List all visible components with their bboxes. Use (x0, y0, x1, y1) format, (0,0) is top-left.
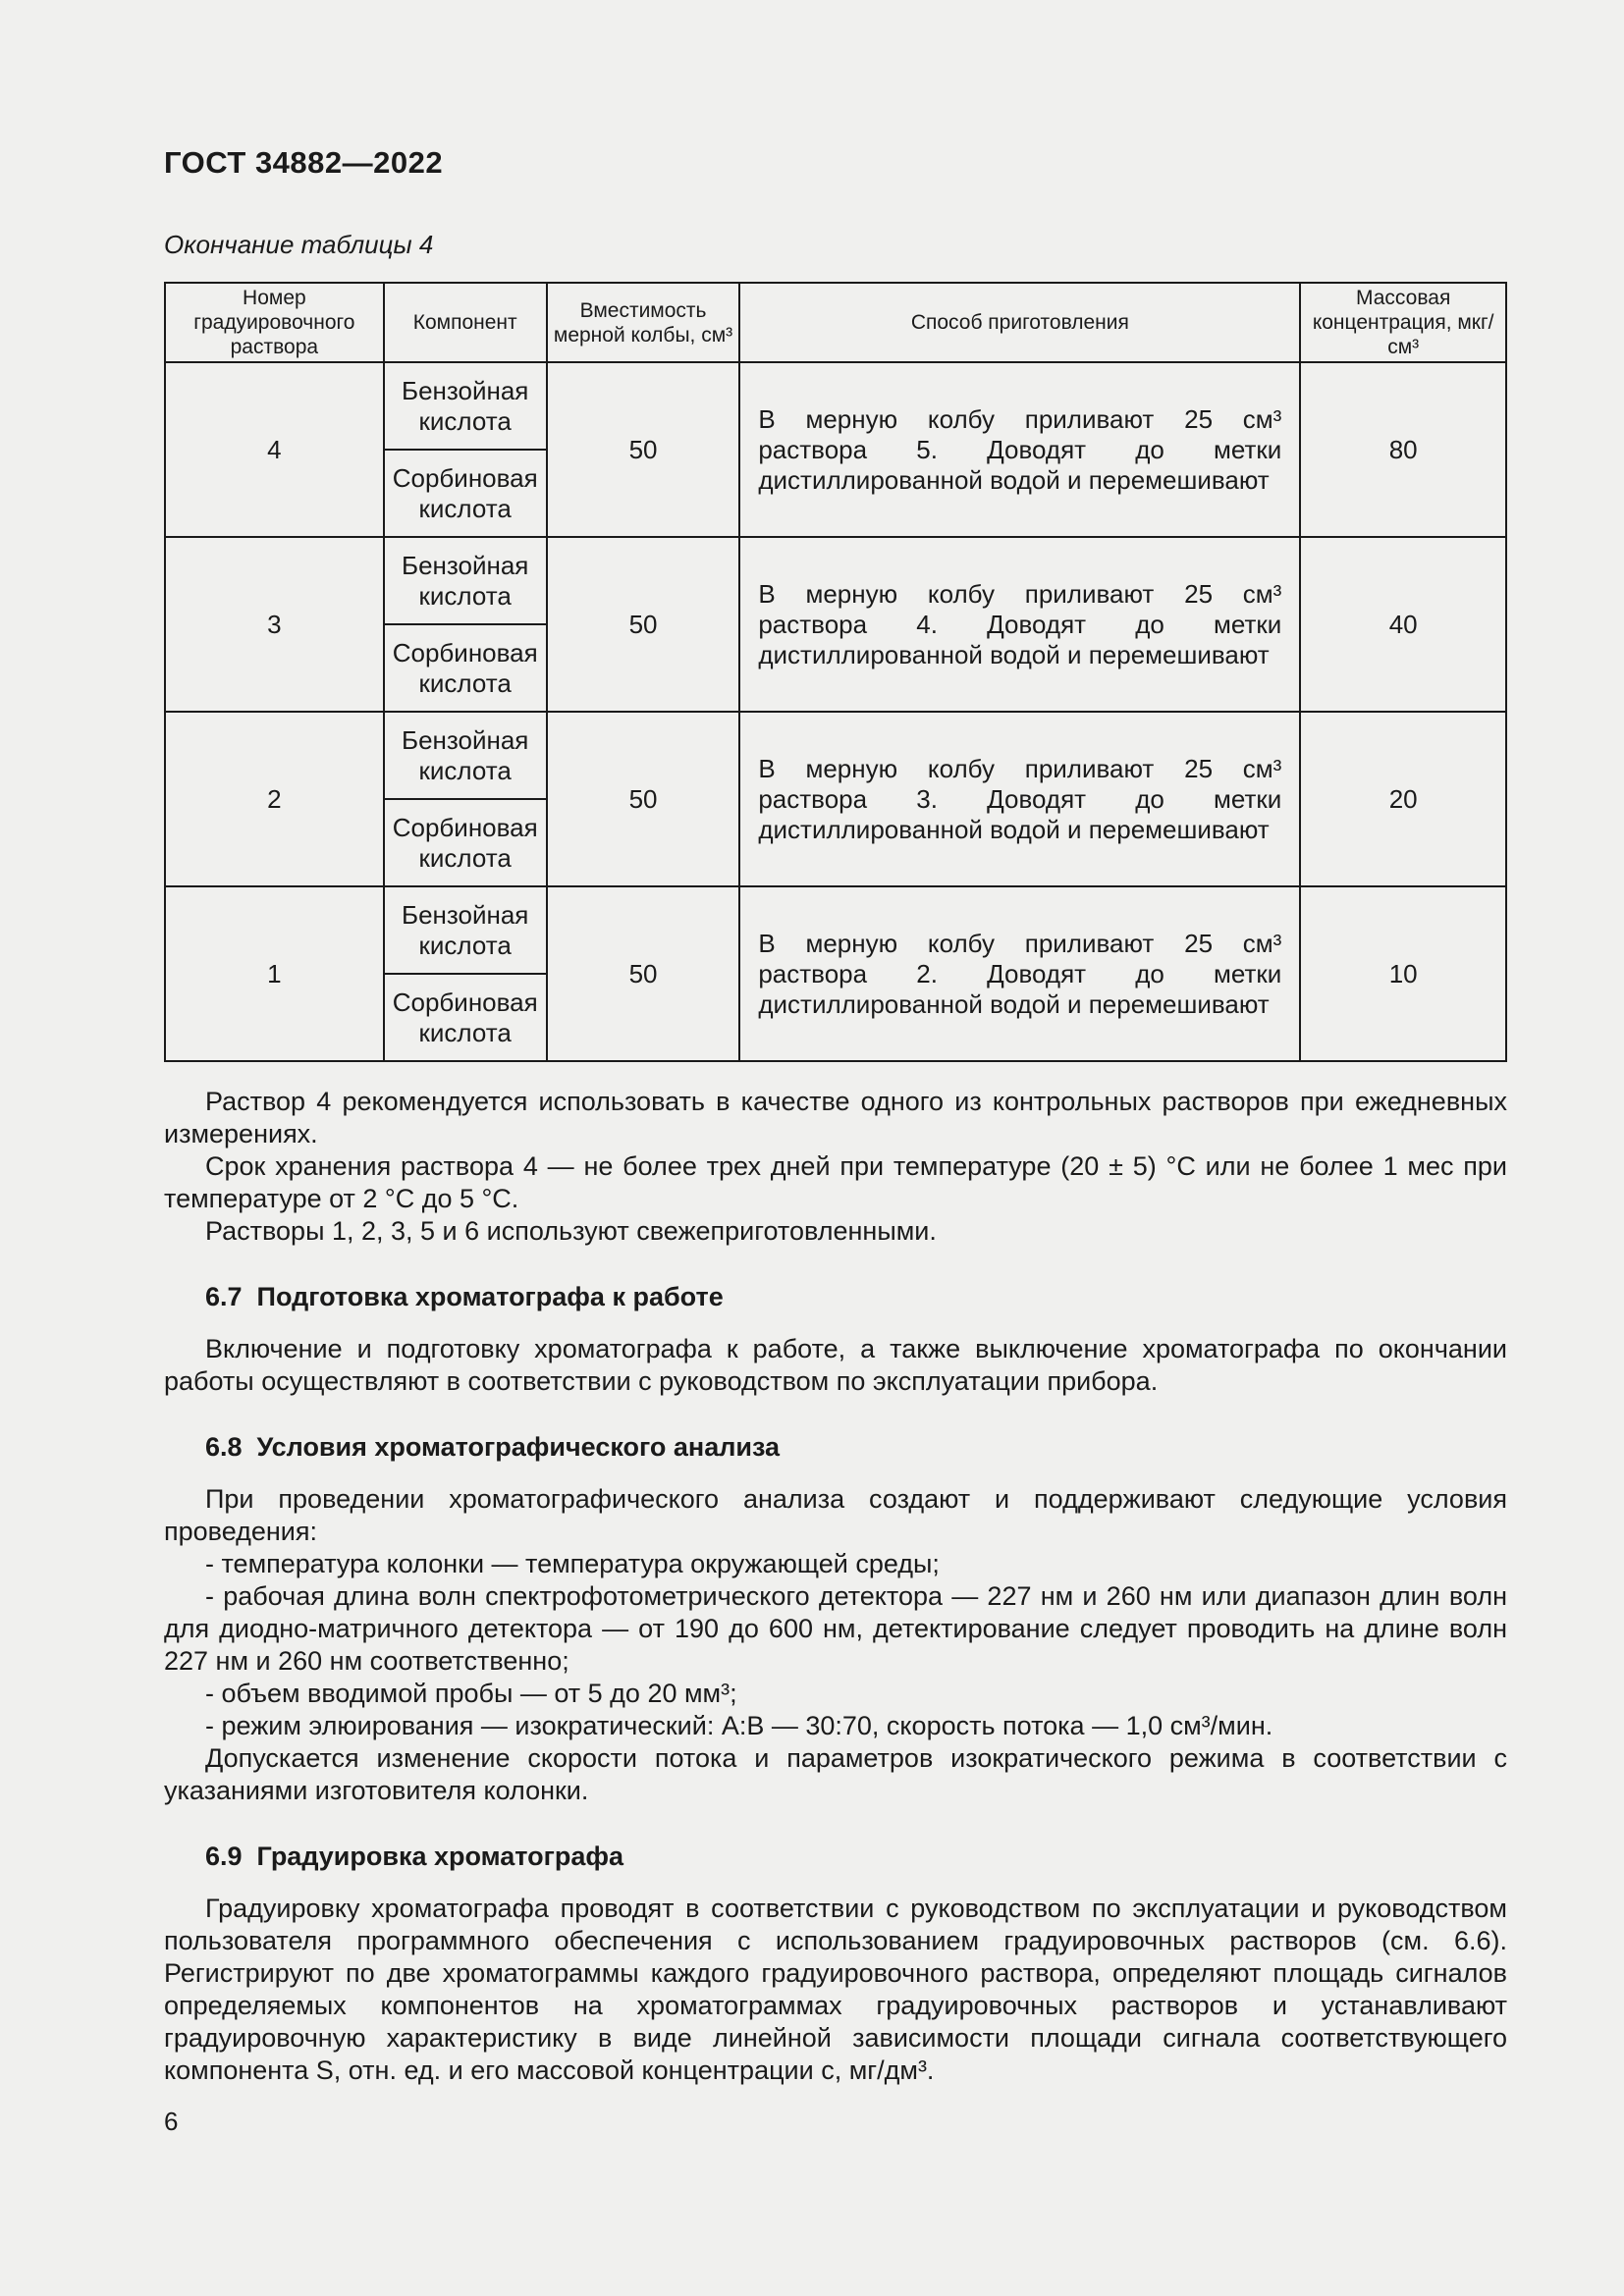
column-header-preparation-method: Способ приготовления (739, 283, 1300, 362)
column-header-solution-number: Номер градуировочного раствора (165, 283, 384, 362)
component-cell: Сорбиновая кислота (384, 450, 547, 537)
table-row (165, 712, 1506, 799)
concentration-cell: 40 (1300, 537, 1506, 712)
concentration-cell: 10 (1300, 886, 1506, 1061)
page-number: 6 (164, 2107, 179, 2136)
section-heading-6-7: 6.7 Подготовка хроматографа к работе (205, 1282, 724, 1311)
solution-number-cell: 4 (165, 362, 384, 537)
note-paragraph: Растворы 1, 2, 3, 5 и 6 используют свежеприготовленными. (205, 1216, 937, 1246)
list-item: - объем вводимой пробы — от 5 до 20 мм³; (205, 1679, 737, 1708)
flask-volume-cell: 50 (547, 712, 740, 886)
column-header-mass-concentration: Массовая концентрация, мкг/см³ (1300, 283, 1506, 362)
table-row (165, 362, 1506, 450)
list-item: - рабочая длина волн спектрофотометрического детектора — 227 нм и 260 нм или диапазон длин волн для диодно-матричного детектора — от 190 до 600 нм, детектирование следует проводить на длине волн 227 нм и 260 нм соответственно; (164, 1581, 1507, 1676)
flask-volume-cell: 50 (547, 537, 740, 712)
component-cell: Бензойная кислота (384, 537, 547, 624)
notes-after-table (164, 1086, 1507, 1248)
section-body-6-9 (164, 1893, 1507, 2087)
note-paragraph: Раствор 4 рекомендуется использовать в качестве одного из контрольных растворов при ежедневных измерениях. (164, 1087, 1507, 1148)
solution-number-cell: 2 (165, 712, 384, 886)
section-paragraph: Включение и подготовку хроматографа к работе, а также выключение хроматографа по окончании работы осуществляют в соответствии с руководством по эксплуатации прибора. (164, 1334, 1507, 1396)
section-heading-6-9: 6.9 Градуировка хроматографа (205, 1842, 624, 1871)
section-body-6-8 (164, 1483, 1507, 1807)
list-item: - режим элюирования — изократический: А:В — 30:70, скорость потока — 1,0 см³/мин. (205, 1711, 1273, 1740)
solution-number-cell: 3 (165, 537, 384, 712)
component-cell: Бензойная кислота (384, 362, 547, 450)
table-row (165, 537, 1506, 624)
column-header-flask-volume: Вместимость мерной колбы, см³ (547, 283, 740, 362)
component-cell: Бензойная кислота (384, 712, 547, 799)
flask-volume-cell: 50 (547, 362, 740, 537)
flask-volume-cell: 50 (547, 886, 740, 1061)
preparation-method-cell: В мерную колбу приливают 25 см³ раствора 3. Доводят до метки дистиллированной водой и перемешивают (739, 712, 1300, 886)
concentration-cell: 20 (1300, 712, 1506, 886)
component-cell: Сорбиновая кислота (384, 624, 547, 712)
preparation-method-cell: В мерную колбу приливают 25 см³ раствора 2. Доводят до метки дистиллированной водой и перемешивают (739, 886, 1300, 1061)
section-paragraph: Допускается изменение скорости потока и параметров изократического режима в соответствии с указаниями изготовителя колонки. (164, 1743, 1507, 1805)
standard-number-header: ГОСТ 34882—2022 (164, 145, 444, 180)
section-paragraph: При проведении хроматографического анализа создают и поддерживают следующие условия проведения: (164, 1484, 1507, 1546)
table-caption: Окончание таблицы 4 (164, 230, 434, 259)
section-heading-6-8: 6.8 Условия хроматографического анализа (205, 1432, 781, 1462)
table-header-row (165, 283, 1506, 362)
solution-number-cell: 1 (165, 886, 384, 1061)
section-body-6-7 (164, 1333, 1507, 1398)
table-row (165, 886, 1506, 974)
section-paragraph: Градуировку хроматографа проводят в соответствии с руководством по эксплуатации и руководством пользователя программного обеспечения с использованием градуировочных растворов (см. 6.6). Регистрируют по две хроматограммы каждого градуировочного раствора, определяют площадь сигналов определяемых компонентов на хроматограммах градуировочных растворов и устанавливают градуировочную характеристику в виде линейной зависимости площади сигнала соответствующего компонента S, отн. ед. и его массовой концентрации c, мг/дм³. (164, 1894, 1507, 2085)
list-item: - температура колонки — температура окружающей среды; (205, 1549, 940, 1578)
component-cell: Сорбиновая кислота (384, 799, 547, 886)
preparation-method-cell: В мерную колбу приливают 25 см³ раствора 4. Доводят до метки дистиллированной водой и перемешивают (739, 537, 1300, 712)
column-header-component: Компонент (384, 283, 547, 362)
component-cell: Бензойная кислота (384, 886, 547, 974)
concentration-cell: 80 (1300, 362, 1506, 537)
calibration-solutions-table (164, 282, 1507, 1062)
preparation-method-cell: В мерную колбу приливают 25 см³ раствора 5. Доводят до метки дистиллированной водой и перемешивают (739, 362, 1300, 537)
component-cell: Сорбиновая кислота (384, 974, 547, 1061)
note-paragraph: Срок хранения раствора 4 — не более трех дней при температуре (20 ± 5) °С или не более 1 мес при температуре от 2 °С до 5 °С. (164, 1151, 1507, 1213)
